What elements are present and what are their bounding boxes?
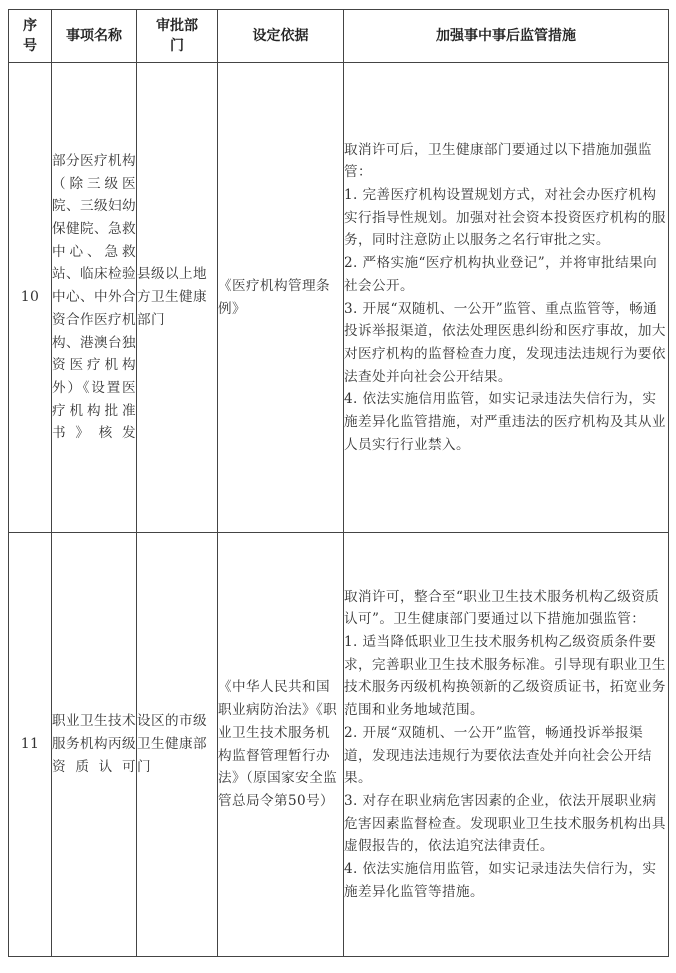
measure-paragraph: 取消许可，整合至“职业卫生技术服务机构乙级资质认可”。卫生健康部门要通过以下措施加强监管： (344, 588, 660, 628)
header-name: 事项名称 (52, 10, 137, 63)
header-measures: 加强事中事后监管措施 (344, 10, 669, 63)
supervision-measures (344, 533, 669, 957)
legal-basis: 《医疗机构管理条例》 (218, 63, 344, 533)
measure-paragraph: 4. 依法实施信用监管，如实记录违法失信行为，实施差异化监管措施，对严重违法的医疗机构及其从业人员实行行业禁入。 (344, 391, 666, 453)
measure-paragraph: 2. 开展“双随机、一公开”监管，畅通投诉举报渠道，发现违法违规行为要依法查处并向社会公开结果。 (344, 724, 652, 787)
table-row (9, 63, 669, 533)
measure-paragraph: 4. 依法实施信用监管，如实记录违法失信行为，实施差异化监管等措施。 (344, 861, 657, 900)
measure-paragraph: 1. 适当降低职业卫生技术服务机构乙级资质条件要求，完善职业卫生技术服务标准。引导现有职业卫生技术服务丙级机构换领新的乙级资质证书，拓宽业务范围和业务地域范围。 (344, 633, 666, 719)
table-header-row (9, 10, 669, 63)
header-no: 序号 (9, 10, 52, 63)
table-row (9, 533, 669, 957)
item-name: 部分医疗机构（除三级医院、三级妇幼保健院、急救中心、急救站、临床检验中心、中外合资合作医疗机构、港澳台独资医疗机构外）《设置医疗机构批准书》核发 (52, 63, 137, 533)
regulation-table (8, 9, 669, 957)
measure-paragraph: 1. 完善医疗机构设置规划方式，对社会办医疗机构实行指导性规划。加强对社会资本投资医疗机构的服务，同时注意防止以服务之名行审批之实。 (344, 186, 666, 249)
row-number: 10 (9, 63, 52, 533)
supervision-measures (344, 63, 669, 533)
approval-department: 县级以上地方卫生健康部门 (137, 63, 218, 533)
legal-basis: 《中华人民共和国职业病防治法》《职业卫生技术服务机构监督管理暂行办法》（原国家安全监管总局令第50号） (218, 533, 344, 957)
row-number: 11 (9, 533, 52, 957)
header-dept: 审批部门 (137, 10, 218, 63)
measure-paragraph: 取消许可后，卫生健康部门要通过以下措施加强监管： (344, 141, 652, 181)
measure-paragraph: 3. 对存在职业病危害因素的企业，依法开展职业病危害因素监督检查。发现职业卫生技术服务机构出具虚假报告的，依法追究法律责任。 (344, 792, 666, 855)
approval-department: 设区的市级卫生健康部门 (137, 533, 218, 957)
item-name: 职业卫生技术服务机构丙级资质认可 (52, 533, 137, 957)
measure-paragraph: 3. 开展“双随机、一公开”监管、重点监管等，畅通投诉举报渠道，依法处理医患纠纷和医疗事故，加大对医疗机构的监督检查力度，发现违法违规行为要依法查处并向社会公开结果。 (344, 300, 666, 385)
measure-paragraph: 2. 严格实施“医疗机构执业登记”，并将审批结果向社会公开。 (344, 255, 658, 294)
header-basis: 设定依据 (218, 10, 344, 63)
